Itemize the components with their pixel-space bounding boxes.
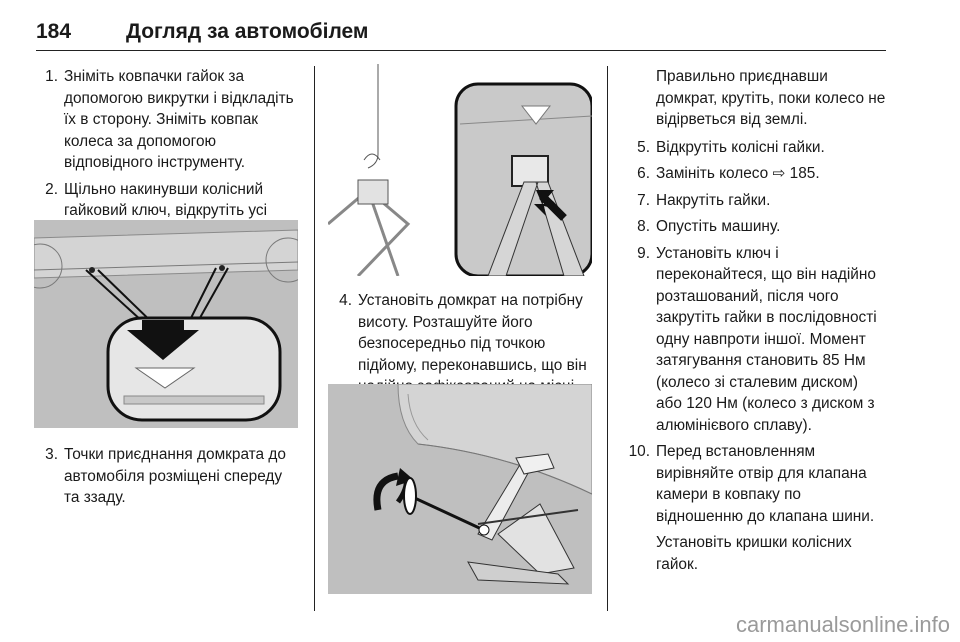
step-number: 1. [45,68,58,85]
intro-paragraph: Правильно приєднавши домкрат, крутіть, поки колесо не відірветься від землі. [656,68,886,128]
step-5 [620,137,888,159]
jack-crank-illustration [328,384,592,594]
step-text: Установіть домкрат на потрібну висоту. Розташуйте його безпосередньо під точкою підйому, переконавшись, що він [358,292,587,374]
page-number: 184 [36,20,72,43]
page-header [36,20,886,50]
step-4 [332,290,604,398]
step-text: Замініть колесо ⇨ 185. [656,165,820,182]
step-text: Опустіть машину. [656,218,781,235]
step-number: 2. [45,180,58,198]
step-number: 3. [45,446,58,463]
step-7 [620,190,888,212]
step-9 [620,243,888,437]
step-number: 7. [637,191,650,209]
column-divider-2 [607,66,608,611]
watermark: carmanualsonline.info [735,612,950,637]
step-text: Зніміть ковпачки гайок за допомогою викрутки і відкладіть їх в сторону. Зніміть ковпак колеса за допомогою відповідного інструменту. [64,68,294,171]
page-title: Догляд за автомобілем [126,20,369,43]
step-text: Установіть ключ і переконайтеся, що він надійно розташований, після чого закрутіть гайки в послідовності одну навпроти іншої. Момент затягування становить 85 Нм (колесо зі сталевим диском) або 120 Нм (колесо з диском з алюмінієвого сплаву). [656,244,877,434]
outro-paragraph: Установіть кришки колісних гайок. [656,534,852,573]
step-text: Точки приєднання домкрата до автомобіля розміщені спереду та ззаду. [64,446,286,506]
step-3 [38,444,300,509]
step-text: Відкрутіть колісні гайки. [656,138,825,156]
step-number: 9. [637,244,650,262]
step-text: Накрутіть гайки. [656,191,771,209]
column-3-text [620,66,888,581]
step-number: 10. [628,443,650,460]
step-8 [620,216,888,238]
step-number: 6. [637,165,650,182]
column-1-bottom [38,444,300,514]
step-text: Щільно накинувши колісний гайковий ключ, відкрутіть усі [64,180,268,219]
header-rule [36,50,886,51]
step-number: 5. [637,138,650,156]
jack-points-illustration [34,220,298,428]
step-number: 4. [339,292,352,309]
column-divider-1 [314,66,315,611]
step-text: Перед встановленням вирівняйте отвір для клапана камери в ковпаку по відношенню до клапана шини. [656,443,875,525]
step-1 [38,66,300,174]
jack-contact-illustration [328,64,592,276]
step-6 [620,163,888,185]
step-number: 8. [637,218,650,235]
step-10 [620,441,888,527]
